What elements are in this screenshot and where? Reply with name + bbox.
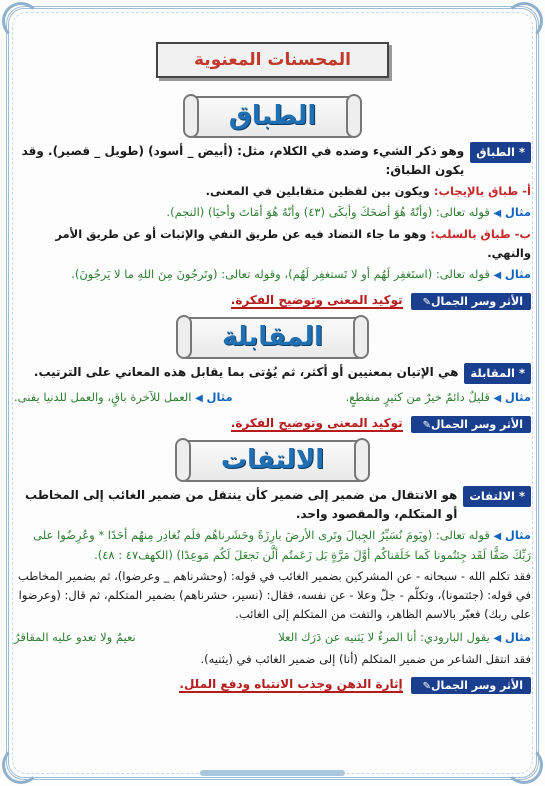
scroll-ornament — [183, 94, 199, 138]
type-text: ويكون بين لفظين متقابلين في المعنى. — [205, 184, 430, 198]
type-text: وهو ما جاء التضاد فيه عن طريق النفي والإثبات أو عن طريق الأمر والنهي. — [55, 227, 531, 260]
example-label: مثال — [206, 390, 233, 404]
banner-label: الالتفات — [220, 445, 325, 475]
example-text: قليلٌ دائمٌ خيرٌ من كثيرٍ منقطعٍ. — [345, 390, 490, 404]
banner-label: الطباق — [228, 101, 317, 131]
definition-tibaq — [14, 142, 531, 180]
example-text: قوله تعالى: (وأنّهُ هُوَ أضحَكَ وأبكَى (٤٣) وأنّهُ هُوَ أمَاتَ وأحيَا) (النجم). — [166, 205, 490, 219]
definition-muqabala — [14, 363, 531, 384]
scroll-ornament — [175, 438, 191, 482]
example-text: قوله تعالى: (ويَومَ نُسَيِّرُ الجِبالَ وتَرى الأرضَ بارِزَةً وحَشَرناهُم فلَم نُغادِر مِنهُم أحَدًا * وعُرِضُوا على رَبِّكَ صَفًّا لَقَد جِئتُمونا كَما خَلَقناكُم أوَّلَ مَرَّةٍ بَل زَعَمتُم ألَّن نَجعَلَ لَكُم مَوعِدًا) (الكهف٤٧ : ٤٨). — [33, 528, 531, 562]
definition-text: وهو ذكر الشيء وضده في الكلام، مثل: (أبيض _ أسود) (طويل _ قصير). وقد يكون الطباق: — [21, 144, 465, 177]
effect-tag-label: الأثر وسر الجمال — [431, 294, 523, 308]
pencil-icon: ✎ — [422, 296, 432, 308]
effect-tag — [411, 416, 531, 433]
definition-text: هي الإتيان بمعنيين أو أكثر، ثم يُؤتى بما يقابل هذه المعاني على الترتيب. — [33, 365, 459, 379]
effect-text: توكيد المعنى وتوضيح الفكرة. — [230, 416, 403, 430]
term-tag: * الالتفات — [463, 486, 531, 507]
arrow-left-icon: ◀ — [195, 393, 203, 404]
tibaq-type-negative — [14, 225, 531, 263]
verse-second-half: نعيمٌ ولا تعدو عليه المقاقرُ — [14, 630, 136, 644]
banner-label: المقابلة — [222, 322, 323, 352]
term-tag: * الطباق — [470, 142, 531, 163]
corner-ornament — [2, 746, 40, 784]
example-label: مثال — [504, 205, 531, 219]
definition-iltifat — [14, 486, 531, 524]
effect-row-muqabala — [14, 414, 531, 434]
effect-row-iltifat — [14, 675, 531, 695]
page-title: المحسنات المعنوية — [156, 42, 389, 78]
arrow-left-icon: ◀ — [493, 208, 502, 219]
arrow-left-icon: ◀ — [493, 393, 502, 404]
effect-tag-label: الأثر وسر الجمال — [431, 678, 523, 692]
effect-tag — [411, 677, 531, 694]
iltifat-explanation-1: فقد تكلم الله - سبحانه - عن المشركين بضمير الغائب في قوله: (وحشرناهم _ وعرضوا)، ثم بضمير المخاطب في قوله: (جئتمونا)، وتكلّم - جلّ وعلا - عن نفسه، فقال: (نسير، حشرناهم) بضمير المتكلم، ثم قال: (وعرضوا على ربك) فعبّر بالاسم الظاهر، والتفت من المتكلم إلى الغائب. — [17, 569, 531, 621]
type-label: أ- طباق بالإيجاب: — [433, 184, 531, 198]
tibaq-example-1 — [14, 203, 531, 223]
iltifat-example-1 — [14, 526, 531, 565]
bottom-ornament — [200, 770, 345, 776]
effect-tag — [411, 293, 531, 310]
banner — [193, 96, 353, 138]
example-label: مثال — [504, 630, 531, 644]
title-box — [14, 42, 531, 90]
document-body — [14, 16, 531, 695]
example-left — [14, 388, 233, 408]
scroll-ornament — [354, 438, 370, 482]
section-banner-tibaq — [14, 96, 531, 136]
type-label: ب- طباق بالسلب: — [430, 227, 531, 241]
corner-ornament — [505, 746, 543, 784]
example-right — [346, 388, 531, 408]
example-text: العمل للآخرة باقٍ، والعمل للدنيا يفنى. — [14, 390, 192, 404]
arrow-left-icon: ◀ — [493, 633, 502, 644]
effect-row-tibaq — [14, 291, 531, 311]
verse-first-half — [278, 628, 531, 648]
pencil-icon: ✎ — [422, 419, 432, 431]
pencil-icon: ✎ — [422, 680, 432, 692]
scroll-ornament — [176, 315, 192, 359]
effect-text: إثارة الذهن وجذب الانتباه ودفع الملل. — [179, 677, 403, 691]
scroll-ornament — [346, 94, 362, 138]
arrow-left-icon: ◀ — [493, 531, 502, 542]
example-label: مثال — [504, 528, 531, 542]
iltifat-example-2 — [14, 628, 531, 648]
effect-text: توكيد المعنى وتوضيح الفكرة. — [230, 293, 403, 307]
example-text: قوله تعالى: (استَغفِر لَهُم أو لا تَستغفِر لَهُم)، وقوله تعالى: (وتَرجُونَ مِنَ اللهِ ما لا يَرجُونَ). — [71, 267, 490, 281]
banner — [186, 317, 359, 359]
section-banner-iltifat — [14, 440, 531, 480]
term-tag: * المقابلة — [464, 363, 531, 384]
tibaq-example-2 — [14, 265, 531, 285]
banner — [185, 440, 360, 482]
example-text: يقول البارودي: أنا المرءُ لا يَثنيه عن دَرَك العلا — [278, 630, 490, 644]
definition-text: هو الانتقال من ضمير إلى ضمير كأن ينتقل من ضمير الغائب إلى المخاطب أو المتكلم، والمقصود واحد. — [25, 488, 458, 521]
scroll-ornament — [353, 315, 369, 359]
arrow-left-icon: ◀ — [493, 270, 502, 281]
iltifat-explanation-2: فقد انتقل الشاعر من ضمير المتكلم (أنا) إلى ضمير الغائب في (يثنيه). — [200, 652, 531, 666]
section-banner-muqabala — [14, 317, 531, 357]
example-label: مثال — [504, 267, 531, 281]
tibaq-type-positive — [14, 182, 531, 201]
effect-tag-label: الأثر وسر الجمال — [431, 417, 523, 431]
muqabala-examples — [14, 388, 531, 408]
example-label: مثال — [504, 390, 531, 404]
